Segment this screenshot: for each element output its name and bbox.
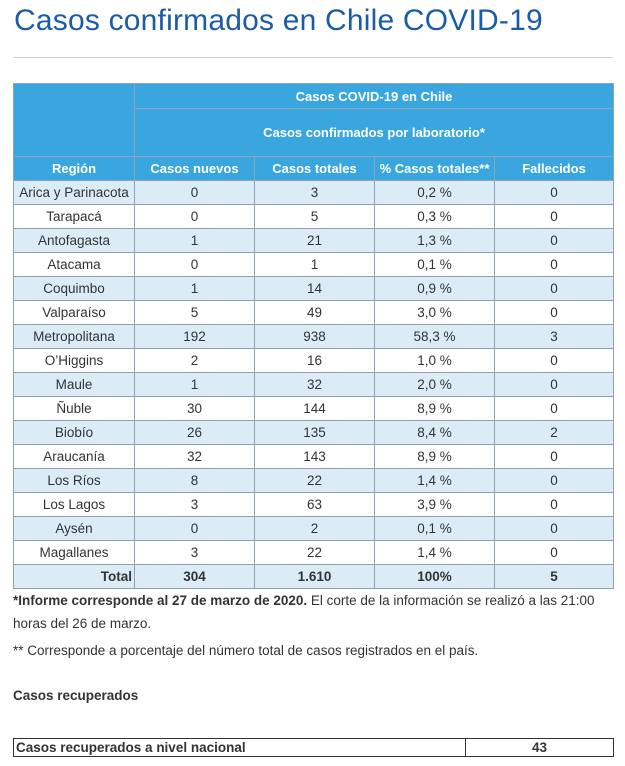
footnote-report-date: [13, 589, 613, 635]
recovered-row: [14, 739, 614, 757]
value-cell: 0,1 %: [375, 253, 495, 277]
value-cell: 0: [495, 301, 614, 325]
value-cell: 5: [135, 301, 255, 325]
recovered-label: Casos recuperados a nivel nacional: [14, 739, 466, 757]
region-cell: Coquimbo: [14, 277, 135, 301]
column-header: Región: [14, 157, 135, 181]
total-label: Total: [14, 565, 135, 589]
column-header: Casos totales: [255, 157, 375, 181]
total-value: 5: [495, 565, 614, 589]
value-cell: 8,9 %: [375, 445, 495, 469]
value-cell: 22: [255, 469, 375, 493]
region-cell: Maule: [14, 373, 135, 397]
value-cell: 144: [255, 397, 375, 421]
value-cell: 1: [135, 373, 255, 397]
value-cell: 1: [135, 277, 255, 301]
column-header: Fallecidos: [495, 157, 614, 181]
column-header-row: [14, 157, 614, 181]
value-cell: 938: [255, 325, 375, 349]
value-cell: 2,0 %: [375, 373, 495, 397]
value-cell: 0: [495, 373, 614, 397]
value-cell: 143: [255, 445, 375, 469]
total-value: 100%: [375, 565, 495, 589]
value-cell: 0: [495, 445, 614, 469]
value-cell: 0: [495, 349, 614, 373]
table-main-header: Casos COVID-19 en Chile: [135, 84, 614, 109]
value-cell: 0: [495, 181, 614, 205]
footnote-report-date-rest: El corte de la información se realizó a las 21:00 horas del 26 de marzo.: [13, 593, 595, 631]
value-cell: 0,2 %: [375, 181, 495, 205]
value-cell: 0,9 %: [375, 277, 495, 301]
table-body: [14, 181, 614, 565]
value-cell: 1,4 %: [375, 469, 495, 493]
total-value: 1.610: [255, 565, 375, 589]
value-cell: 26: [135, 421, 255, 445]
region-cell: Araucanía: [14, 445, 135, 469]
value-cell: 16: [255, 349, 375, 373]
table-row: [14, 277, 614, 301]
value-cell: 32: [135, 445, 255, 469]
table-row: [14, 373, 614, 397]
value-cell: 3: [135, 493, 255, 517]
value-cell: 0: [495, 253, 614, 277]
value-cell: 1: [135, 229, 255, 253]
value-cell: 21: [255, 229, 375, 253]
table-row: [14, 181, 614, 205]
table-sub-header: Casos confirmados por laboratorio*: [135, 109, 614, 157]
value-cell: 2: [135, 349, 255, 373]
page-title: Casos confirmados en Chile COVID-19: [14, 4, 543, 37]
header-empty-cell: [14, 84, 135, 157]
table-row: [14, 517, 614, 541]
value-cell: 0: [495, 397, 614, 421]
footnote-percentage: ** Corresponde a porcentaje del número total de casos registrados en el país.: [13, 643, 479, 658]
table-row: [14, 421, 614, 445]
total-row: [14, 565, 614, 589]
value-cell: 14: [255, 277, 375, 301]
value-cell: 8,9 %: [375, 397, 495, 421]
region-cell: Metropolitana: [14, 325, 135, 349]
value-cell: 0: [495, 517, 614, 541]
region-cell: Valparaíso: [14, 301, 135, 325]
table-row: [14, 229, 614, 253]
value-cell: 3: [135, 541, 255, 565]
title-divider: [14, 57, 613, 58]
region-cell: Ñuble: [14, 397, 135, 421]
value-cell: 0: [495, 229, 614, 253]
column-header: Casos nuevos: [135, 157, 255, 181]
table-row: [14, 301, 614, 325]
value-cell: 0: [495, 469, 614, 493]
covid-cases-table: [13, 83, 614, 589]
region-cell: Biobío: [14, 421, 135, 445]
region-cell: O’Higgins: [14, 349, 135, 373]
value-cell: 135: [255, 421, 375, 445]
value-cell: 0: [135, 205, 255, 229]
value-cell: 32: [255, 373, 375, 397]
recovered-value: 43: [466, 739, 614, 757]
region-cell: Arica y Parinacota: [14, 181, 135, 205]
value-cell: 49: [255, 301, 375, 325]
value-cell: 8: [135, 469, 255, 493]
table-row: [14, 397, 614, 421]
region-cell: Magallanes: [14, 541, 135, 565]
table-row: [14, 445, 614, 469]
region-cell: Los Ríos: [14, 469, 135, 493]
value-cell: 0: [135, 253, 255, 277]
table-row: [14, 493, 614, 517]
region-cell: Tarapacá: [14, 205, 135, 229]
value-cell: 0,1 %: [375, 517, 495, 541]
table-row: [14, 469, 614, 493]
table-row: [14, 541, 614, 565]
region-cell: Antofagasta: [14, 229, 135, 253]
value-cell: 30: [135, 397, 255, 421]
region-cell: Aysén: [14, 517, 135, 541]
region-cell: Los Lagos: [14, 493, 135, 517]
value-cell: 1,3 %: [375, 229, 495, 253]
total-value: 304: [135, 565, 255, 589]
value-cell: 0: [135, 181, 255, 205]
table-row: [14, 325, 614, 349]
recovered-section-title: Casos recuperados: [13, 688, 139, 703]
value-cell: 3,0 %: [375, 301, 495, 325]
value-cell: 22: [255, 541, 375, 565]
value-cell: 63: [255, 493, 375, 517]
value-cell: 0: [495, 541, 614, 565]
value-cell: 2: [495, 421, 614, 445]
table-row: [14, 253, 614, 277]
table-row: [14, 349, 614, 373]
value-cell: 0: [135, 517, 255, 541]
value-cell: 2: [255, 517, 375, 541]
value-cell: 0: [495, 205, 614, 229]
value-cell: 3: [495, 325, 614, 349]
recovered-table: [13, 738, 614, 757]
value-cell: 192: [135, 325, 255, 349]
value-cell: 1,4 %: [375, 541, 495, 565]
footnote-report-date-bold: *Informe corresponde al 27 de marzo de 2020.: [13, 593, 308, 608]
table-row: [14, 205, 614, 229]
value-cell: 5: [255, 205, 375, 229]
value-cell: 0: [495, 493, 614, 517]
value-cell: 8,4 %: [375, 421, 495, 445]
value-cell: 0: [495, 277, 614, 301]
value-cell: 58,3 %: [375, 325, 495, 349]
region-cell: Atacama: [14, 253, 135, 277]
value-cell: 0,3 %: [375, 205, 495, 229]
value-cell: 1: [255, 253, 375, 277]
value-cell: 1,0 %: [375, 349, 495, 373]
value-cell: 3: [255, 181, 375, 205]
value-cell: 3,9 %: [375, 493, 495, 517]
column-header: % Casos totales**: [375, 157, 495, 181]
